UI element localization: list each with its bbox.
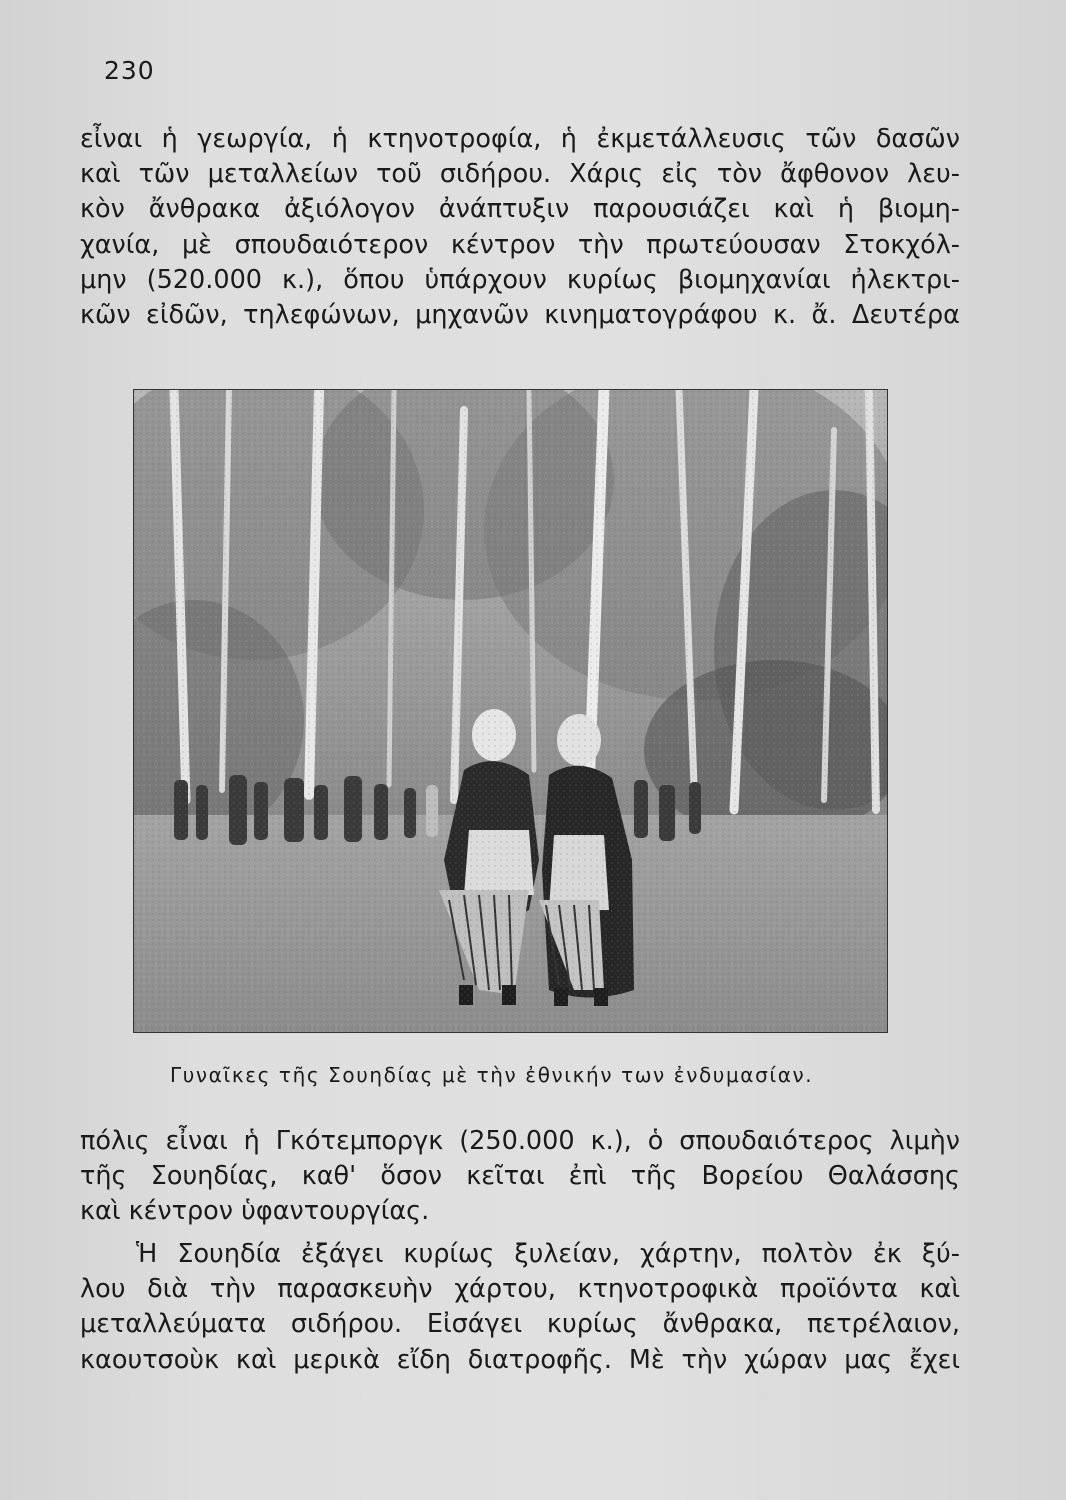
text-line: τῆς Σουηδίας, καθ' ὅσον κεῖται ἐπὶ τῆς Βορείου Θαλάσσης [80,1161,960,1192]
page-number: 230 [104,56,155,85]
paragraph-exports [80,1237,960,1378]
text-line: κῶν εἰδῶν, τηλεφώνων, μηχανῶν κινηματογράφου κ. ἄ. Δευτέρα [80,300,960,331]
photo-caption: Γυναῖκες τῆς Σουηδίας μὲ τὴν ἐθνικήν των ἐνδυμασίαν. [170,1063,814,1087]
photo-swedish-women [133,389,888,1033]
text-line: μην (520.000 κ.), ὅπου ὑπάρχουν κυρίως βιομηχανίαι ἠλεκτρι- [80,264,960,295]
text-line: χανία, μὲ σπουδαιότερον κέντρον τὴν πρωτεύουσαν Στοκχόλ- [80,229,960,260]
text-line: πόλις εἶναι ἡ Γκότεμποργκ (250.000 κ.), ὁ σπουδαιότερος λιμὴν [80,1126,960,1156]
text-line: καουτσοὺκ καὶ μερικὰ εἴδη διατροφῆς. Μὲ τὴν χώραν μας ἔχει [80,1344,960,1375]
text-line: μεταλλεύματα σιδήρου. Εἰσάγει κυρίως ἄνθρακα, πετρέλαιον, [80,1309,960,1340]
text-line: κὸν ἄνθρακα ἀξιόλογον ἀνάπτυξιν παρουσιάζει καὶ ἡ βιομη- [80,194,960,225]
text-line: καὶ τῶν μεταλλείων τοῦ σιδήρου. Χάρις εἰς τὸν ἄφθονον λευ- [80,159,960,190]
text-line: καὶ κέντρον ὑφαντουργίας. [80,1196,430,1227]
paragraph-gothenburg [80,1124,960,1230]
text-line: εἶναι ἡ γεωργία, ἡ κτηνοτροφία, ἡ ἐκμετάλλευσις τῶν δασῶν [80,124,960,154]
text-line: Ἡ Σουηδία ἐξάγει κυρίως ξυλείαν, χάρτην, πολτὸν ἐκ ξύ- [136,1239,960,1269]
text-line: λου διὰ τὴν παρασκευὴν χάρτου, κτηνοτροφικὰ προϊόντα καὶ [80,1274,960,1305]
paragraph-industry [80,122,960,333]
